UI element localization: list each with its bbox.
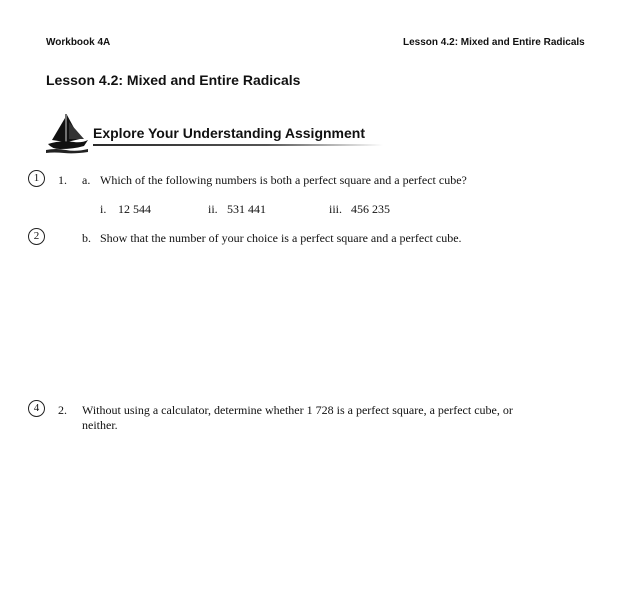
section-underline xyxy=(93,144,383,146)
option-label: i. xyxy=(100,202,107,216)
question-marker-circle: 2 xyxy=(28,228,45,245)
question-number: 2. xyxy=(58,403,67,417)
option-value: 12 544 xyxy=(118,202,151,216)
option-label: ii. xyxy=(208,202,218,216)
question-text: Which of the following numbers is both a perfect square and a perfect cube? xyxy=(100,173,467,187)
question-text: Without using a calculator, determine whether 1 728 is a perfect square, a perfect cube, or xyxy=(82,403,513,417)
part-label: a. xyxy=(82,173,91,187)
option-label: iii. xyxy=(329,202,343,216)
part-label: b. xyxy=(82,231,91,245)
lesson-title: Lesson 4.2: Mixed and Entire Radicals xyxy=(46,72,301,88)
option-value: 531 441 xyxy=(227,202,266,216)
question-marker-circle: 4 xyxy=(28,400,45,417)
option-value: 456 235 xyxy=(351,202,390,216)
running-header-left: Workbook 4A xyxy=(46,37,111,48)
running-header-right: Lesson 4.2: Mixed and Entire Radicals xyxy=(403,37,585,48)
section-title: Explore Your Understanding Assignment xyxy=(93,125,366,141)
question-text: Show that the number of your choice is a perfect square and a perfect cube. xyxy=(100,231,462,245)
question-number: 1. xyxy=(58,173,67,187)
sailing-ship-icon xyxy=(44,112,90,156)
question-marker-circle: 1 xyxy=(28,170,45,187)
question-text-continued: neither. xyxy=(82,418,118,432)
